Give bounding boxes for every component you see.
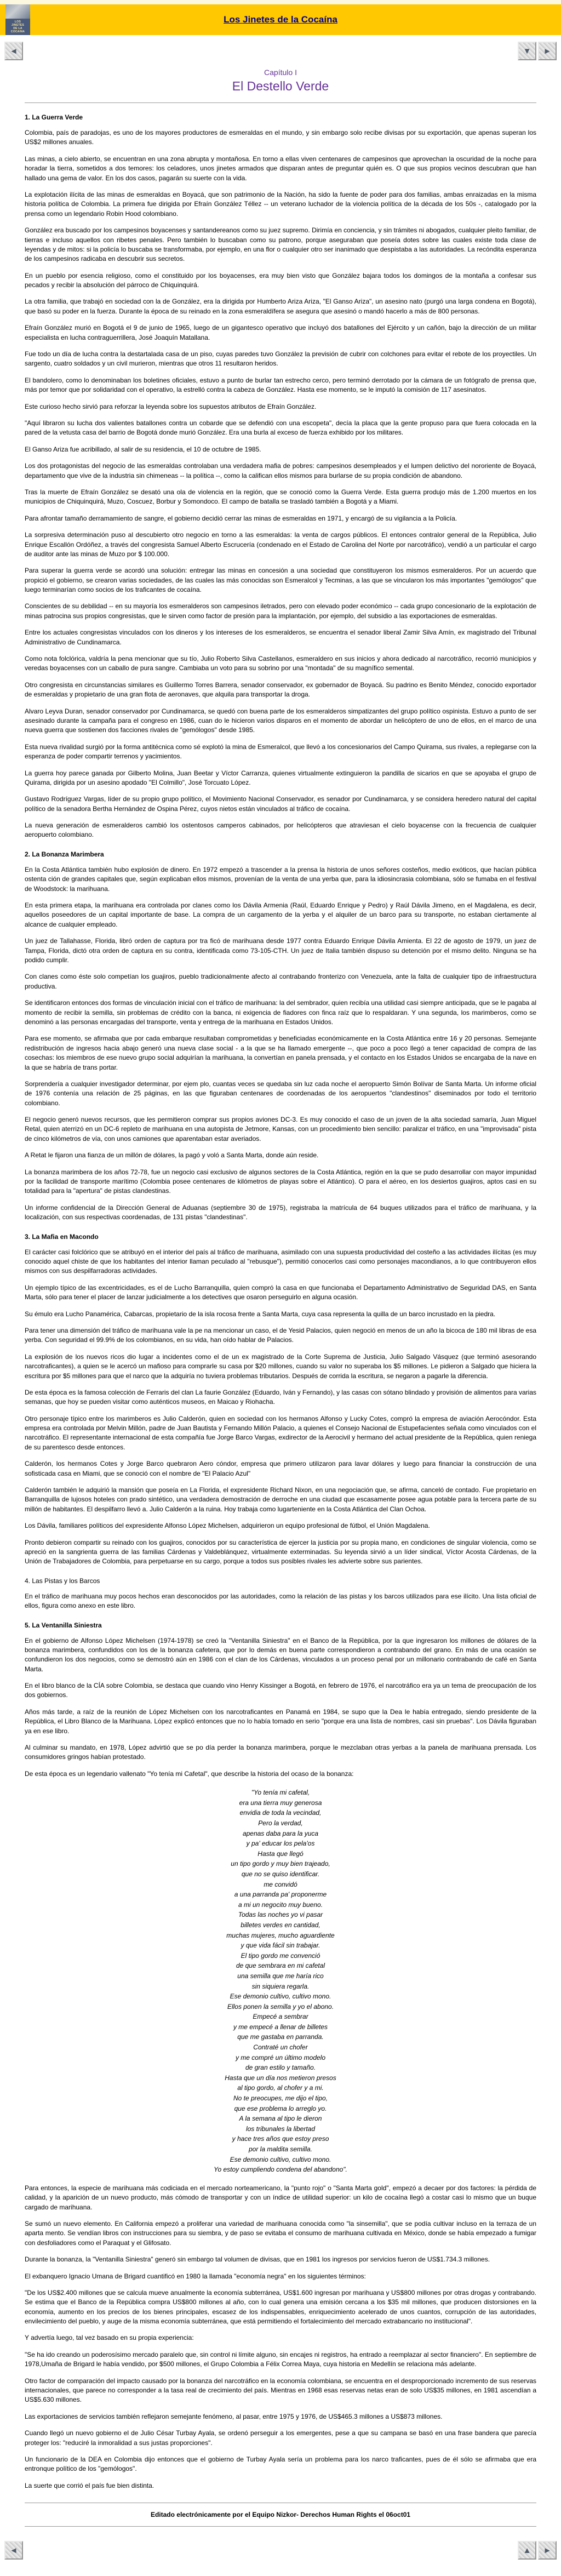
paragraph: Un ejemplo típico de las excentricidades, es el de Lucho Barranquilla, quien compró la casa en que funcionaba el Departamento Administrativo de Seguridad DAS, en Santa Marta, sólo para tener el placer de lanzar judicialmente a los detectives que osaron perseguirlo en alguna ocasión. — [25, 1283, 536, 1301]
paragraph: Este curioso hecho sirvió para reforzar la leyenda sobre los supuestos atributos de Efraín González. — [25, 402, 317, 410]
nav-prev-button[interactable] — [4, 2541, 23, 2560]
poem-line: apenas daba para la yuca — [242, 1829, 319, 1837]
header-bar — [0, 4, 561, 35]
paragraph: Su émulo era Lucho Panamérica, Cabarcas, propietario de la isla rocosa frente a Santa Marta, cuya casa representa la quilla de un barco incrustado en la piedra. — [25, 1310, 496, 1318]
paragraph: Los dos protagonistas del negocio de las esmeraldas controlaban una verdadera mafia de pobres: campesinos desempleados y el lumpen delictivo del nororiente de Boyacá, departamento que vive de la industria sin chimeneas -- la política --, como la califican ellos mismos para burlarse de su propia condición de abandono. — [25, 462, 536, 479]
poem-line: que no se quiso identificar. — [241, 1870, 320, 1878]
paragraph: Gustavo Rodríguez Vargas, líder de su propio grupo político, el Movimiento Nacional Conservador, es senador por Cundinamarca, y se considera heredero natural del capital político de la senadora Bertha Hernández de Ospina Pérez, cuyos nietos están vinculados al tráfico de cocaína. — [25, 795, 536, 813]
paragraph: Los Dávila, familiares políticos del expresidente Alfonso López Michelsen, adquirieron un equipo profesional de fútbol, el Unión Magdalena. — [25, 1522, 430, 1530]
paragraph: La guerra hoy parece ganada por Gilberto Molina, Juan Beetar y Víctor Carranza, quienes virtualmente extinguieron la pandilla de sicarios en que se apoyaba el grupo de Quirama, dirigida por un asesino apodado "El Colmillo", José Torcuato López. — [25, 769, 536, 786]
paragraph: Para tener una dimensión del tráfico de marihuana vale la pe na mencionar un caso, el de Yesid Palacios, quien negoció en menos de un año la bicoca de 180 mil libras de esa yerba. Con seguridad el 99.9% de los colombianos, en su vida, han oído hablar de Palacios. — [25, 1326, 536, 1344]
paragraph: Para entonces, la especie de marihuana más codiciada en el mercado norteamericano, la "punto rojo" o "Santa Marta gold", empezó a decaer por dos factores: la pérdida de calidad, y la aparición de un nuevo producto, más cómodo de transportar y con un índice de utilidad superior: un kilo de cocaína llegó a costar casi lo mismo que un buque cargado de marihuana. — [25, 2184, 536, 2211]
paragraph: Para superar la guerra verde se acordó una solución: entregar las minas en concesión a una sociedad que constituyeron los mismos esmeralderos. Por un acuerdo que propició el gobierno, se crearon varias sociedades, de las cuales las más conocidas son Esmeralcol y Tecminas, a las que se vincularon los más importantes "gemólogos" que luego terminarían como socios de los traficantes de cocaína. — [25, 567, 536, 594]
poem-line: una semilla que me haría rico — [237, 1972, 324, 1980]
poem-line: y que vida fácil sin trabajar. — [241, 1941, 320, 1950]
section-heading: 2. La Bonanza Marimbera — [25, 850, 104, 858]
paragraph: Colombia, país de paradojas, es uno de los mayores productores de esmeraldas en el mundo, y sin embargo solo recibe divisas por su exportación, que apenas superan los US$2 millones anuales. — [25, 129, 536, 146]
book-cover-line: DE LA — [13, 27, 22, 30]
section-heading: 5. La Ventanilla Siniestra — [25, 1621, 102, 1629]
poem-line: Ese demonio cultivo, cultivo mono. — [230, 1992, 331, 2001]
nav-next-button[interactable] — [538, 42, 557, 60]
poem-line: Pero la verdad, — [258, 1819, 303, 1827]
poem-line: a una parranda pa' proponerme — [234, 1890, 327, 1899]
paragraph: En el libro blanco de la CÍA sobre Colombia, se destaca que cuando vino Henry Kissinger a Bogotá, en febrero de 1976, el narcotráfico era ya un tema de preocupación de los dos gobiernos. — [25, 1682, 536, 1699]
paragraph: Otro personaje típico entre los marimberos es Julio Calderón, quien en sociedad con los hermanos Alfonso y Lucky Cotes, compró la empresa de aviación Aerocóndor. Esta empresa era controlada por Melvin Millón, padre de Juan Bautista y Fernando Millón Palacio, a quienes el Consejo Nacional de Estupefacientes señala como vinculados con el narcotráfico. El representante internacional de esta compañía fue Jorge Barco Vargas, exdirector de la Aerocivil y hermano del actual presidente de la República, quien reniega de su parentesco desde entonces. — [25, 1414, 536, 1451]
paragraph: La sorpresiva determinación puso al descubierto otro negocio en torno a las esmeraldas: la venta de cargos públicos. El entonces contralor general de la República, Julio Enrique Escallón Ordóñez, a través del congresista Samuel Alberto Escrucería (condenado en el Estado de Carolina del Norte por narcotráfico), vendió a un particular el cargo de auditor ante las minas de Muzo por $ 100.000. — [25, 531, 536, 558]
paragraph: La explotación ilícita de las minas de esmeraldas en Boyacá, que son patrimonio de la Nación, ha sido la fuente de poder para dos familias, ambas enraizadas en la misma historia política de Colombia. La primera fue dirigida por Efraín González Téllez -- un veterano luchador de la violencia política de la década de los 50s -, catalogado por la prensa como un legendario Robin Hood colombiano. — [25, 190, 536, 218]
paragraph: A Retat le fijaron una fianza de un millón de dólares, la pagó y voló a Santa Marta, donde aún reside. — [25, 1151, 319, 1160]
section-heading: 4. Las Pistas y los Barcos — [25, 1577, 100, 1585]
paragraph: El exbanquero Ignacio Umana de Brigard cuantificó en 1980 la llamada "economía negra" en los siguientes términos: — [25, 2272, 366, 2280]
paragraph: De esta época es un legendario vallenato "Yo tenía mi Cafetal", que describe la historia del ocaso de la bonanza: — [25, 1769, 354, 1778]
bottom-space — [0, 2562, 561, 2576]
poem-line: era una tierra muy generosa — [239, 1798, 322, 1807]
book-cover-horse-image — [5, 4, 30, 19]
paragraph: Al culminar su mandato, en 1978, López advirtió que se po día perder la bonanza marimbera, porque le mezclaban otras yerbas a la panela de marihuana prensada. Los consumidores gringos habían protestado. — [25, 1744, 536, 1761]
poem-line: y me compré un último modelo — [235, 2053, 326, 2061]
paragraph: Otro factor de comparación del impacto causado por la bonanza del narcotráfico en la economía colombiana, se encuentra en el desproporcionado incremento de sus reservas internacionales, que parece no corresponder a la tasa real de crecimiento del país. Mientras en 1968 esas reservas netas eran de solo US$35 millones, en 1981 ascendían a US$5.630 millones. — [25, 2377, 536, 2404]
poem-line: El tipo gordo me convenció — [241, 1951, 320, 1960]
poem-line: Empecé a sembrar — [253, 2013, 308, 2021]
paragraph: En esta primera etapa, la marihuana era controlada por clanes como los Dávila Armenia (Raúl, Eduardo Enrique y Pedro) y Raúl Dávila Jimeno, en el Magdalena, es decir, aquellos poseedores de un capital importante de base. La compra de un cargamento de la yerba y el alquiler de un barco para su transporte, no estaban ciertamente al alcance de cualquier empleado. — [25, 901, 536, 928]
paragraph: La bonanza marimbera de los años 72-78, fue un negocio casi exclusivo de algunos sectores de la Costa Atlántica, región en la que se pudo desarrollar con mayor impunidad por la facilidad de transporte marítimo (Colombia posee centenares de kilómetros de playas sobre el Atlántico). O para el aéreo, en los desiertos guajiros, aptos casi en su totalidad para la "apertura" de pistas clandestinas. — [25, 1168, 536, 1195]
paragraph: En la Costa Atlántica también hubo explosión de dinero. En 1972 empezó a trascender a la prensa la historia de unos señores costeños, medio exóticos, que hacían pública ostenta ción de grandes capitales que, según explicaban ellos mismos, provenían de la venta de una yerba que, para la idiosincrasia colombiana, sólo se fumaba en el festival de Woodstock: la marihuana. — [25, 865, 536, 893]
poem-line: al tipo gordo, al chofer y a mi. — [237, 2084, 324, 2092]
paragraph: El Ganso Ariza fue acribillado, al salir de su residencia, el 10 de octubre de 1985. — [25, 445, 261, 453]
poem-line: y me empecé a llenar de billetes — [233, 2023, 328, 2031]
footer-credit: Editado electrónicamente por el Equipo Nizkor- Derechos Human Rights el 06oct01 — [150, 2511, 411, 2519]
paragraph: Esta nueva rivalidad surgió por la forma antitécnica como sé explotó la mina de Esmeralcol, que llevó a los concesionarios del Campo Quirama, sus rivales, a replegarse con la esperanza de poder compartir terrenos y yacimientos. — [25, 742, 536, 761]
paragraph: Se sumó un nuevo elemento. En California empezó a proliferar una variedad de marihuana conocida como "la sinsemilla", que se podía cultivar incluso en la terraza de un aparta mento. Se vendían libros con instrucciones para su siembra, y de paso se evitaba el consumo de marihuana cultivada en México, donde se había empezado a fumigar con desfoliadores como el Paraquat y el Glifosato. — [25, 2219, 536, 2247]
poem-line: muchas mujeres, mucho aguardiente — [226, 1931, 335, 1939]
poem-line: Contraté un chofer — [253, 2043, 308, 2052]
paragraph: Conscientes de su debilidad -- en su mayoría los esmeralderos son campesinos iletrados, pero con elevado poder económico -- cada grupo concesionario de la explotación de minas patrocina sus propios congresistas, que le sirven como factor de presión para la implantación, por ejemplo, del subsidio a las exportaciones de esmeraldas. — [25, 602, 536, 620]
paragraph: El bandolero, como lo denominaban los boletines oficiales, estuvo a punto de burlar tan estrecho cerco, pero terminó derrotado por la cámara de un fotógrafo de prensa que, más por temor que por solidaridad con el operativo, la estrelló contra la cabeza de González. Hasta ese momento, se le imputó la comisión de 117 asesinatos. — [25, 376, 536, 394]
poem-line: Hasta que un día nos metieron presos — [225, 2074, 336, 2082]
bottom-nav-left-group — [4, 2541, 23, 2560]
top-nav-row — [0, 35, 561, 62]
paragraph: La nueva generación de esmeralderos cambió los ostentosos camperos cabinados, por helicópteros que atraviesan el cielo boyacense con la frecuencia de cualquier aeropuerto colombiano. — [25, 821, 536, 839]
right-arrow-icon: ► — [543, 2545, 552, 2555]
left-arrow-icon: ◄ — [9, 2545, 18, 2555]
top-nav-left-group — [4, 42, 23, 60]
right-arrow-icon: ► — [543, 46, 552, 56]
paragraph: Se identificaron entonces dos formas de vinculación inicial con el tráfico de marihuana: la del sembrador, quien recibía una utilidad casi siempre anticipada, que se le pagaba al momento de recibir la semilla, sin problemas de crédito con la banca, ni exigencia de fiadores con finca raíz que lo respaldaran. Y una segunda, los marimberos, como se denominó a las personas encargadas del transporte, venta y entrega de la marihuana en Estados Unidos. — [25, 999, 536, 1026]
poem-line: los tribunales la libertad — [245, 2124, 316, 2133]
paragraph: Durante la bonanza, la "Ventanilla Siniestra" generó sin embargo tal volumen de divisas, que en 1981 los ingresos por servicios fueron de US$1.734.3 millones. — [25, 2255, 490, 2264]
paragraph: Calderón, los hermanos Cotes y Jorge Barco quebraron Aero cóndor, empresa que primero utilizaron para lavar dólares y luego para financiar la construcción de una sofisticada casa en Miami, que se conoció con el nombre de "El Palacio Azul" — [25, 1460, 536, 1477]
paragraph: El carácter casi folclórico que se atribuyó en el interior del país al tráfico de marihuana, asimilado con una supuesta productividad del costeño a las actividades ilícitas (es muy conocido aquel chiste de que los habitantes del interior llaman peculado al "rebusque"), permitió conocerlos casi como personajes macondianos, a lo que contribuyeron ellos mismos con sus despilfarradoras actividades. — [25, 1248, 536, 1275]
poem-line: a mi un negocito muy bueno. — [238, 1900, 323, 1909]
chapter-kicker: Capítulo I — [264, 68, 297, 77]
poem-line: Yo estoy cumpliendo condena del abandono". — [214, 2166, 347, 2174]
poem-line: que ese problema lo arreglo yo. — [234, 2104, 327, 2112]
paragraph: Para ese momento, se afirmaba que por cada embarque resultaban comprometidas y beneficiadas económicamente en la Costa Atlántica entre 16 y 20 personas. Semejante redistribución de ingresos hacia abajo generó una nueva clase social - a la que se ha llamado emergente --, que poco a poco llegó a tener capacidad de compra de las cosechas: los miembros de ese nuevo grupo social adquirían la marihuana, la convertían en panela prensada, y el contacto en los Estados Unidos se encargaba de la nave en la que se habría de trans portar. — [25, 1035, 536, 1071]
poem-line: me convidó — [264, 1880, 297, 1888]
book-cover-line: JINETES — [12, 24, 24, 27]
paragraph: El negocio generó nuevos recursos, que les permitieron comprar sus propios aviones DC-3. Es muy conocido el caso de un joven de la alta sociedad samaría, Juan Miguel Retal, quien aterrizó en un DC-6 repleto de marihuana en una autopista de Jetmore, Kansas, con un procedimiento bien sencillo: paralizar el tráfico, en una "improvisada" pista de cinco kilómetros de vía, con unos camiones que aparentaban estar averiados. — [25, 1116, 536, 1143]
section-heading: 1. La Guerra Verde — [25, 113, 83, 121]
book-cover-line: LOS — [14, 20, 21, 24]
paragraph: Fue todo un día de lucha contra la destartalada casa de un piso, cuyas paredes tuvo González la previsión de cubrir con colchones para evitar el rebote de los proyectiles. Un sargento, cuatro soldados y un civil murieron, mientras que otros 11 resultaron heridos. — [25, 350, 536, 368]
paragraph: Un informe confidencial de la Dirección General de Aduanas (septiembre 30 de 1975), registraba la matrícula de 64 buques utilizados para el tráfico de marihuana, y la localización, con sus respectivas coordenadas, de 131 pistas "clandestinas". — [25, 1203, 536, 1221]
poem — [25, 1787, 536, 2175]
book-cover-line: COCAINA — [10, 30, 25, 33]
paragraph: Alvaro Leyva Duran, senador conservador por Cundinamarca, se quedó con buena parte de los esmeralderos simpatizantes del grupo político ospinista. Estuvo a punto de ser asesinado durante la campaña para el congreso en 1986, cuan do le hicieron varios disparos en el momento de abordar un helicóptero de uno de ellos, en el marco de una nueva guerra que sostienen dos facciones rivales de "gemólogos" desde 1985. — [25, 707, 536, 734]
paragraph: Sorprendería a cualquier investigador determinar, por ejem plo, cuantas veces se quedaba sin luz cada noche el aeropuerto Simón Bolívar de Santa Marta. Un informe oficial de 1976 contenía una relación de 25 páginas, en las que figuraban centenares de coordenadas de los aeropuertos "clandestinos" diseminados por todo el territorio colombiano. — [25, 1079, 536, 1107]
nav-page-top-button[interactable] — [518, 2541, 536, 2560]
content — [0, 102, 561, 2491]
paragraph: La otra familia, que trabajó en sociedad con la de González, era la dirigida por Humberto Ariza Ariza, "El Ganso Ariza", un asesino nato (purgó una larga condena en Bogotá), que basó su poder en la fuerza. Durante la época de su reinado en la zona esmeraldífera se asegura que asesinó o mandó hacerlo a más de 800 personas. — [25, 298, 536, 315]
down-arrow-icon: ▼ — [523, 46, 531, 56]
poem-line: sin siquiera regarla. — [251, 1982, 310, 1990]
paragraph: "Se ha ido creando un poderosísimo mercado paralelo que, sin control ni límite alguno, sin encajes ni registros, ha entrado a reemplazar al sector financiero". En septiembre de 1978,Umaña de Brigard le había vendido, por $500 millones, el Grupo Colombia a Félix Correa Maya, cuya historia en Medellín se relaciona más adelante. — [25, 2350, 536, 2368]
paragraph: En el tráfico de marihuana muy pocos hechos eran desconocidos por las autoridades, como la relación de las pistas y los barcos utilizados para ese ilícito. Una lista oficial de ellos, figura como anexo en este libro. — [25, 1592, 536, 1610]
nav-page-bottom-button[interactable] — [518, 42, 536, 60]
paragraph: Entre los actuales congresistas vinculados con los dineros y los intereses de los esmeralderos, se encuentra el senador liberal Zamir Silva Amín, ex magistrado del Tribunal Administrativo de Cundinamarca. — [25, 629, 536, 646]
top-nav-right-group — [518, 42, 557, 60]
chapter-title: El Destello Verde — [232, 79, 329, 93]
top-strip — [0, 0, 561, 4]
poem-line: y hace tres años que estoy preso — [232, 2135, 329, 2143]
left-arrow-icon: ◄ — [9, 46, 18, 56]
poem-line: "Yo tenía mi cafetal, — [251, 1789, 310, 1797]
book-cover-title — [5, 19, 30, 35]
poem-line: un tipo gordo y muy bien trajeado, — [231, 1860, 330, 1868]
up-arrow-icon: ▲ — [523, 2545, 531, 2555]
paragraph: "Aquí libraron su lucha dos valientes batallones contra un cobarde que se defendió con una escopeta", decía la placa que la gente propuso para que fuera colocada en la pared de la vetusta casa del barrio de Bogotá donde murió González. Era una burla al exceso de fuerza exhibido por los militares. — [25, 419, 536, 437]
poem-line: Todas las noches yo vi pasar — [238, 1911, 323, 1919]
poem-line: A la semana al tipo le dieron — [239, 2115, 322, 2123]
poem-line: Hasta que llegó — [257, 1849, 304, 1858]
poem-line: de que sembrara en mi cafetal — [236, 1962, 325, 1970]
paragraph: Un juez de Tallahasse, Florida, libró orden de captura por tra ficó de marihuana desde 1977 contra Eduardo Enrique Dávila Amienta. El 22 de agosto de 1979, un juez de Tampa, Florida, dictó otra orden de captura en su contra, identificada como 73-105-CTH. Un juez de Italia también dispuso su detención por el mismo delito. Ninguna se ha podido cumplir. — [25, 937, 536, 964]
paragraph: Otro congresista en circunstancias similares es Guillermo Torres Barrera, senador conservador, ex gobernador de Boyacá. Su padrino es Benito Méndez, conocido exportador de esmeraldas y propietario de una gran flota de aeronaves, que alquila para transportar la droga. — [25, 681, 536, 699]
paragraph: Un funcionario de la DEA en Colombia dijo entonces que el gobierno de Turbay Ayala sería un problema para los narco traficantes, pues de él sólo se afirmaba que era entronque político de los "gemólogos". — [25, 2455, 536, 2473]
divider — [25, 102, 536, 103]
divider — [25, 2526, 536, 2527]
paragraph: En un pueblo por esencia religioso, como el constituido por los boyacenses, era muy bien visto que González bajara todos los domingos de la montaña a confesar sus pecados y recibir la absolución del párroco de Chiquinquirá. — [25, 271, 536, 289]
paragraph: Tras la muerte de Efraín González se desató una ola de violencia en la región, que se conoció como la Guerra Verde. Esta guerra produjo más de 1.200 muertos en los municipios de Chiquinquirá, Muzo, Coscuez, Borbur y Somondoco. El campo de batalla se trasladó también a Bogotá y a Miami. — [25, 488, 536, 506]
paragraph: Años más tarde, a raíz de la reunión de López Michelsen con los narcotraficantes en Panamá en 1984, se supo que la Dea le había entregado, siendo presidente de la República, el Libro Blanco de la Marihuana. López explicó entonces que no lo había tomado en serio "porque era una lista de nombres, casi sin pruebas". Los Dávila figuraban ya en ese libro. — [25, 1707, 536, 1735]
nav-prev-button[interactable] — [4, 42, 23, 60]
poem-line: billetes verdes en cantidad, — [241, 1921, 320, 1929]
paragraph: González era buscado por los campesinos boyacenses y santandereanos como su juez supremo. Dirimía en conciencia, y sin trámites ni abogados, cualquier pleito familiar, de tierras e incluso aquellos con ribetes penales. Pero también lo buscaban como su patrono, porque aseguraban que poseía dotes sobre las cuales existe toda clase de leyendas y de mitos: si la policía lo buscaba se transformaba, por ejemplo, en una flor o cualquier otro ser inanimado que despistaba a las autoridades. La recóndita esperanza de los campesinos radicaba en descubrir sus secretos. — [25, 226, 536, 263]
paragraph: Con clanes como éste solo competían los guajiros, pueblo tradicionalmente afecto al contrabando fronterizo con Venezuela, ante la falta de cualquier tipo de infraestructura productiva. — [25, 973, 536, 990]
paragraph: De esta época es la famosa colección de Ferraris del clan La faurie González (Eduardo, Iván y Fernando), y las casas con sótano blindado y provisión de alimentos para varias semanas, que hoy se pueden visitar como auténticos museos, en Maicao y Riohacha. — [25, 1388, 536, 1406]
site-title-link[interactable]: Los Jinetes de la Cocaína — [224, 14, 337, 25]
poem-line: Ese demonio cultivo, cultivo mono. — [230, 2155, 331, 2163]
paragraph: Para afrontar tamaño derramamiento de sangre, el gobierno decidió cerrar las minas de esmeraldas en 1971, y encargó de su vigilancia a la Policía. — [25, 514, 457, 522]
paragraph: "De los US$2.400 millones que se calcula mueve anualmente la economía subterránea, US$1.600 ingresan por marihuana y US$800 millones por otras drogas y contrabando. Se estima que el Banco de la República compra US$800 millones al año, con lo cual genera una emisión cercana a los $35 mil millones, que producen distorsiones en la economía, aumento en los precios de los bienes principales, escasez de los indispensables, enriquecimiento acelerado de unos cuantos, corrupción de las autoridades, envilecimiento del pueblo, y auge de la misma economía subterránea, que está permitiendo el fortalecimiento del mercado extrabancario no institucional". — [25, 2288, 536, 2326]
poem-line: No te preocupes, me dijo el tipo, — [233, 2094, 328, 2103]
paragraph: Cuando llegó un nuevo gobierno el de Julio César Turbay Ayala, se ordenó perseguir a los emergentes, pese a que su campana se basó en una frase bandera que parecía proteger los: "reduciré la inmoralidad a sus justas proporciones". — [25, 2429, 536, 2447]
paragraph: En el gobierno de Alfonso López Michelsen (1974-1978) se creó la "Ventanilla Siniestra" en el Banco de la República, por la que ingresaron los millones de dólares de la bonanza marimbera, confundidos con los de la bonanza cafetera, que por lo demás en buena parte correspondieron a contrabando del grano. En más de una ocasión se confundieron los dos negocios, como se demostró aún en 1986 con el clan de los Cárdenas, vinculados a un proceso penal por un millonario contrabando de café en Santa Marta. — [25, 1636, 536, 1673]
paragraph: Efraín González murió en Bogotá el 9 de junio de 1965, luego de un gigantesco operativo que incluyó dos batallones del Ejército y un cañón, bajo la dirección de un militar especialista en lucha contraguerrillera, José Joaquín Matallana. — [25, 324, 536, 341]
paragraph: Las exportaciones de servicios también reflejaron semejante fenómeno, al pasar, entre 1975 y 1976, de US$465.3 millones a US$873 millones. — [25, 2412, 443, 2420]
paragraph: La explosión de los nuevos ricos dio lugar a incidentes como el de un ex magistrado de la Corte Suprema de Justicia, Julio Salgado Vásquez (que terminó asesorando narcotraficantes), a quien se le acercó un mafioso para comprarle su casa por $20 millones, cuando su valor no superaba los $5 millones. Le pidieron a Salgado que hiciera la escritura por $5 millones para que el narco que la adquiría no tuviera problemas tributarios. Después de corrida la escritura, se negaron a pagarle la diferencia. — [25, 1352, 536, 1380]
paragraph: Pronto debieron compartir su reinado con los guajiros, conocidos por su característica de ejercer la justicia por su propia mano, en condiciones de singular violencia, como se apreció en la sangrienta guerra de las familias Cárdenas y Valdeblánquez, virtualmente exterminadas. Su leyenda sirvió a un líder sindical, Víctor Acosta Cárdenas, de la Unión de Trabajadores de Colombia, para perpetuarse en su cargo, porque a todos sus posibles rivales les advierte sobre sus parientes. — [25, 1538, 536, 1566]
poem-line: por la maldita semilla. — [248, 2145, 313, 2153]
paragraph: Las minas, a cielo abierto, se encuentran en una zona abrupta y montañosa. En torno a ellas viven centenares de campesinos que aprovechan la oscuridad de la noche para horadar la tierra, sometidos a dos temores: los celadores, unos jinetes armados que disparan antes de preguntar quién es. O que sus propios vecinos descubran que han hallado una gema de valor. En los dos casos, pagarán su suerte con la vida. — [25, 155, 536, 182]
bottom-nav-right-group — [518, 2541, 557, 2560]
poem-line: y pa' educar los pela'os — [246, 1840, 315, 1848]
paragraph: Y advertía luego, tal vez basado en su propia experiencia: — [25, 2334, 194, 2342]
nav-next-button[interactable] — [538, 2541, 557, 2560]
book-cover-thumbnail — [5, 4, 30, 35]
paragraph: Como nota folclórica, valdría la pena mencionar que su tío, Julio Roberto Silva Castellanos, esmeraldero en sus inicios y ahora dedicado al narcotráfico, recorrió municipios y veredas boyacenses con un caballo de pura sangre. Cambiaba un voto para su sobrino por una "montada" de su magnífico semental. — [25, 655, 536, 672]
bottom-nav-row — [0, 2534, 561, 2562]
paragraph: La suerte que corrió el país fue bien distinta. — [25, 2481, 154, 2489]
section-heading: 3. La Mafia en Macondo — [25, 1232, 99, 1241]
poem-line: de gran estilo y tamaño. — [245, 2064, 316, 2072]
poem-line: que me gastaba en parranda. — [237, 2033, 324, 2041]
poem-line: Ellos ponen la semilla y yo el abono. — [227, 2002, 334, 2010]
paragraph: Calderón también le adquirió la mansión que poseía en La Florida, el expresidente Richard Nixon, en una negociación que, se afirma, canceló de contado. Fue propietario en Barranquilla de lujosos hoteles con prado sintético, una verdadera demostración de derroche en una ciudad que escasamente posee agua potable para la tercera parte de su millón de habitantes. El despilfarro llevó a. Julio Calderón a la ruina. Hoy trabaja como lugarteniente en la Costa Atlántica del Clan Ochoa. — [25, 1486, 536, 1513]
poem-line: envidia de toda la vecindad, — [239, 1809, 322, 1817]
